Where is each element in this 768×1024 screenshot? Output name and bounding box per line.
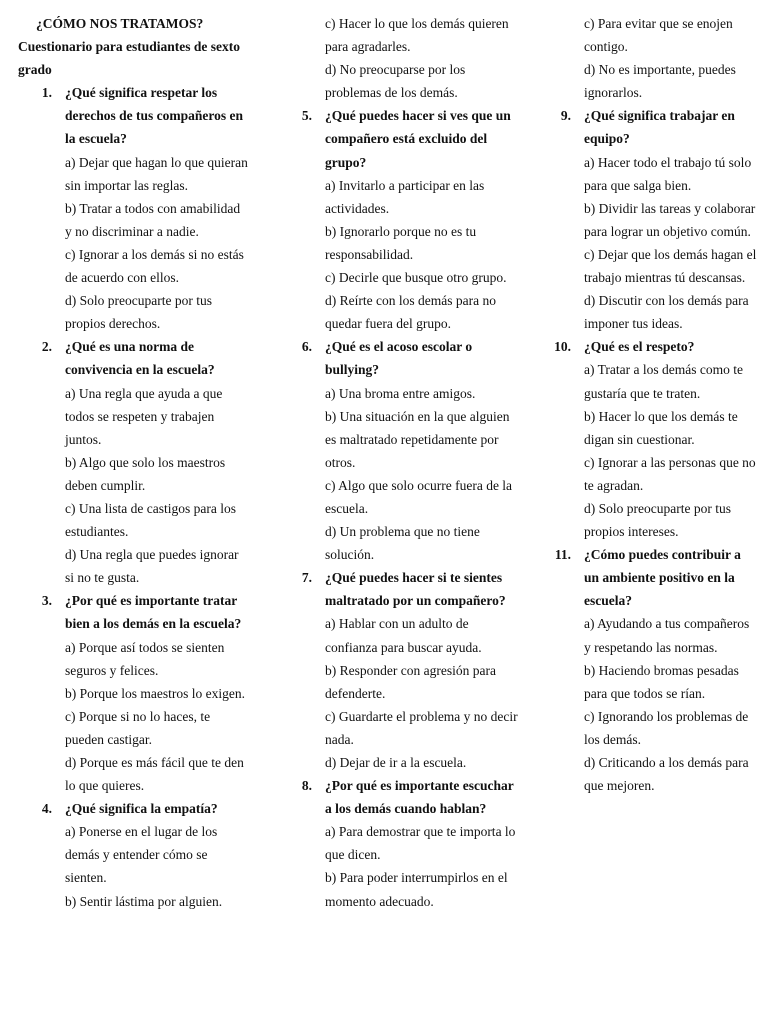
answer-option: b) Porque los maestros lo exigen. (65, 685, 245, 701)
answer-option: b) Haciendo bromas pesadas para que todos se rían. (584, 662, 739, 701)
page-subtitle: Cuestionario para estudiantes de sexto grado (18, 39, 240, 78)
question-text: ¿Por qué es importante tratar bien a los demás en la escuela? (65, 593, 242, 632)
answer-option: b) Algo que solo los maestros deben cumplir. (65, 454, 226, 493)
column-3 (537, 12, 759, 797)
question-number: 11. (554, 547, 571, 563)
answer-option: b) Una situación en la que alguien es maltratado repetidamente por otros. (325, 408, 510, 470)
question-item (537, 104, 759, 335)
question-number: 7. (301, 570, 312, 586)
question-number: 4. (41, 801, 52, 817)
column-2 (278, 12, 518, 913)
column-1 (18, 12, 248, 913)
answer-option: b) Ignorarlo porque no es tu responsabilidad. (325, 223, 477, 262)
answer-option: d) Dejar de ir a la escuela. (325, 755, 467, 770)
answer-option: d) Discutir con los demás para imponer tus ideas. (584, 293, 749, 332)
answer-option: c) Guardarte el problema y no decir nada. (325, 708, 518, 747)
answer-option: b) Tratar a todos con amabilidad y no discriminar a nadie. (65, 200, 241, 239)
question-text: ¿Qué puedes hacer si te sientes maltratado por un compañero? (325, 570, 506, 609)
question-continuation (537, 12, 759, 104)
question-number: 8. (301, 778, 312, 794)
question-text: ¿Por qué es importante escuchar a los demás cuando hablan? (325, 778, 514, 817)
answer-option: b) Para poder interrumpirlos en el momento adecuado. (325, 870, 508, 909)
answer-option: c) Ignorando los problemas de los demás. (584, 708, 749, 747)
answer-option: a) Dejar que hagan lo que quieran sin importar las reglas. (65, 154, 248, 193)
answer-option: d) Criticando a los demás para que mejoren. (584, 755, 749, 794)
question-item (278, 566, 518, 774)
answer-option: a) Porque así todos se sienten seguros y felices. (65, 639, 225, 678)
answer-option: a) Hablar con un adulto de confianza para buscar ayuda. (325, 616, 482, 655)
answer-option: a) Invitarlo a participar en las actividades. (325, 177, 485, 216)
answer-option: c) Decirle que busque otro grupo. (325, 270, 507, 286)
answer-option: a) Ponerse en el lugar de los demás y entender cómo se sienten. (65, 824, 218, 886)
answer-option: a) Hacer todo el trabajo tú solo para que salga bien. (584, 154, 752, 193)
answer-option: c) Ignorar a los demás si no estás de acuerdo con ellos. (65, 246, 244, 286)
answer-option: c) Porque si no lo haces, te pueden castigar. (65, 708, 211, 747)
answer-option: d) Solo preocuparte por tus propios derechos. (65, 293, 212, 332)
question-text: ¿Qué es una norma de convivencia en la escuela? (65, 339, 215, 378)
answer-option: d) Porque es más fácil que te den lo que quieres. (65, 755, 244, 794)
question-item (18, 589, 248, 797)
answer-option: b) Responder con agresión para defenderte. (325, 662, 496, 701)
answer-option: c) Una lista de castigos para los estudiantes. (65, 500, 236, 540)
answer-option: c) Ignorar a las personas que no te agradan. (584, 454, 756, 493)
answer-option: c) Para evitar que se enojen contigo. (584, 16, 733, 55)
answer-option: a) Para demostrar que te importa lo que dicen. (325, 824, 516, 863)
answer-option: a) Una broma entre amigos. (325, 385, 476, 401)
answer-option: a) Una regla que ayuda a que todos se respeten y trabajen juntos. (65, 385, 223, 447)
question-item (537, 543, 759, 797)
column-2-questions (278, 104, 518, 912)
page-title: ¿CÓMO NOS TRATAMOS? (36, 16, 204, 31)
answer-option: b) Hacer lo que los demás te digan sin cuestionar. (584, 408, 738, 447)
question-text: ¿Qué es el acoso escolar o bullying? (325, 339, 473, 378)
question-text: ¿Qué significa la empatía? (65, 801, 218, 817)
question-text: ¿Qué significa respetar los derechos de tus compañeros en la escuela? (65, 85, 243, 147)
question-item (18, 797, 248, 912)
question-item (537, 335, 759, 543)
question-text: ¿Qué es el respeto? (584, 339, 695, 355)
answer-option: c) Dejar que los demás hagan el trabajo mientras tú descansas. (584, 246, 757, 286)
answer-option: b) Sentir lástima por alguien. (65, 893, 223, 909)
question-item (18, 81, 248, 335)
answer-option: d) Una regla que puedes ignorar si no te gusta. (65, 547, 239, 586)
question-number: 5. (301, 108, 312, 124)
answer-option: d) Solo preocuparte por tus propios intereses. (584, 500, 731, 540)
question-number: 1. (41, 85, 52, 101)
question-text: ¿Qué puedes hacer si ves que un compañero está excluido del grupo? (325, 108, 511, 170)
column-3-questions (537, 104, 759, 797)
question-item (18, 335, 248, 589)
answer-option: a) Tratar a los demás como te gustaría que te traten. (584, 362, 743, 401)
answer-option: d) Reírte con los demás para no quedar fuera del grupo. (325, 293, 496, 332)
answer-option: d) No preocuparse por los problemas de los demás. (325, 62, 466, 101)
question-number: 6. (301, 339, 312, 355)
answer-option: b) Dividir las tareas y colaborar para lograr un objetivo común. (584, 200, 756, 239)
answer-option: a) Ayudando a tus compañeros y respetando las normas. (584, 616, 750, 655)
question-item (278, 774, 518, 913)
question-number: 2. (41, 339, 52, 355)
question-number: 9. (560, 108, 571, 124)
answer-option: d) Un problema que no tiene solución. (325, 524, 480, 563)
question-item (278, 104, 518, 335)
answer-option: c) Hacer lo que los demás quieren para agradarles. (325, 16, 509, 55)
question-number: 10. (554, 339, 571, 355)
answer-option: d) No es importante, puedes ignorarlos. (584, 62, 736, 101)
question-text: ¿Qué significa trabajar en equipo? (584, 108, 735, 147)
question-continuation (278, 12, 518, 104)
question-item (278, 335, 518, 566)
question-number: 3. (41, 593, 52, 609)
answer-option: c) Algo que solo ocurre fuera de la escuela. (325, 477, 513, 516)
column-1-questions (18, 81, 248, 912)
question-text: ¿Cómo puedes contribuir a un ambiente positivo en la escuela? (584, 547, 741, 609)
